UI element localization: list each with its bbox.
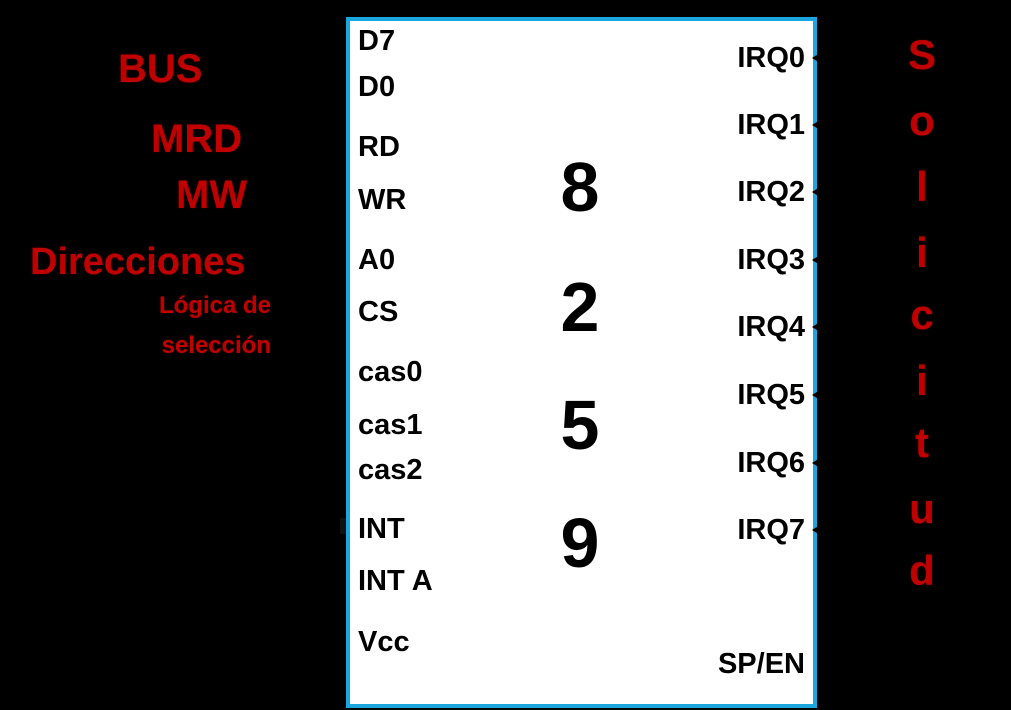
- pin-wr: WR: [358, 184, 407, 216]
- label-solicitud-letter-1: S: [907, 31, 936, 78]
- pin-rd: RD: [358, 131, 400, 163]
- label-bus: BUS: [118, 47, 203, 91]
- pin-arrow-rd: [338, 141, 346, 151]
- pin-int-a: INT A: [358, 565, 433, 597]
- label-logica-line1: Lógica de: [158, 292, 271, 319]
- pin-arrow-irq3: [812, 255, 820, 265]
- pin-a0: A0: [358, 244, 396, 276]
- chip-digit-5: 5: [560, 386, 600, 464]
- pin-arrow-wr: [338, 191, 346, 201]
- pin-arrow-cs: [338, 307, 346, 317]
- pin-arrow-irq6: [812, 458, 820, 468]
- pin-arrow-a0: [338, 257, 346, 267]
- label-mrd: MRD: [151, 117, 243, 161]
- label-logica-line2: selección: [161, 332, 271, 359]
- pin-int-tick: [340, 518, 346, 534]
- pin-irq2: IRQ2: [737, 176, 805, 208]
- label-solicitud-letter-7: t: [915, 419, 929, 466]
- pin-arrow-irq5: [812, 390, 820, 400]
- pin-arrow-inta: [338, 572, 346, 582]
- chip-digit-2: 2: [560, 268, 600, 346]
- pin-cas1: cas1: [358, 409, 423, 441]
- pin-cas2: cas2: [358, 454, 423, 486]
- pin-cas0: cas0: [358, 356, 423, 388]
- pin-arrow-irq2: [812, 187, 820, 197]
- pin-sp-en: SP/EN: [717, 648, 805, 680]
- label-solicitud-letter-2: o: [909, 97, 935, 144]
- label-mw: MW: [176, 173, 248, 217]
- label-solicitud-letter-6: i: [916, 357, 928, 404]
- pin-arrow-irq7: [812, 525, 820, 535]
- pin-irq7: IRQ7: [737, 514, 805, 546]
- label-solicitud-letter-4: i: [916, 229, 928, 276]
- pin-irq3: IRQ3: [737, 244, 805, 276]
- label-direcciones: Direcciones: [30, 241, 246, 283]
- label-solicitud-letter-3: l: [916, 163, 928, 210]
- pin-arrow-irq0: [812, 53, 820, 63]
- label-solicitud-letter-8: u: [909, 485, 935, 532]
- label-solicitud-letter-5: c: [910, 291, 934, 338]
- pin-irq6: IRQ6: [737, 447, 805, 479]
- pin-cs: CS: [358, 296, 399, 328]
- pin-irq4: IRQ4: [737, 311, 805, 343]
- pin-irq5: IRQ5: [737, 379, 805, 411]
- pin-arrow-bus: [338, 62, 346, 72]
- chip-digit-8: 8: [560, 148, 600, 226]
- pin-d7: D7: [358, 25, 396, 57]
- chip-digit-9: 9: [560, 504, 600, 582]
- pin-arrow-irq1: [812, 120, 820, 130]
- pin-irq0: IRQ0: [737, 42, 805, 74]
- pin-arrow-irq4: [812, 322, 820, 332]
- pin-vcc: Vcc: [358, 626, 410, 658]
- pin-d0: D0: [358, 71, 396, 103]
- pin-irq1: IRQ1: [737, 109, 805, 141]
- label-solicitud-letter-9: d: [909, 547, 935, 594]
- pin-int: INT: [358, 513, 405, 545]
